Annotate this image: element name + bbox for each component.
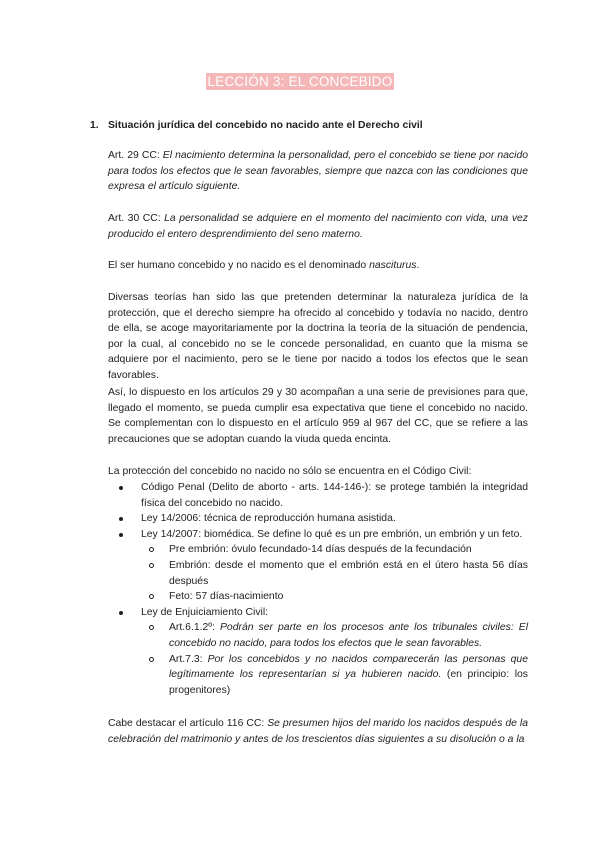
final-prefix: Cabe destacar el artículo 116 CC:	[108, 718, 268, 729]
lec-article-6-1-2	[141, 620, 528, 651]
list-item-ley-enjuiciamiento	[108, 605, 528, 699]
ley-14-2007-text: Ley 14/2007: biomédica. Se define lo qué es un pre embrión, un embrión y un feto.	[141, 528, 523, 540]
nasciturus-end: .	[416, 260, 420, 271]
art29-prefix: Art. 29 CC:	[108, 150, 163, 161]
lesson-title	[0, 74, 600, 92]
list-item-ley-14-2007	[108, 527, 528, 605]
protection-list	[108, 480, 528, 698]
list-item-ley-14-2006: Ley 14/2006: técnica de reproducción humana asistida.	[108, 511, 528, 527]
nasciturus-text: El ser humano concebido y no nacido es el denominado	[108, 260, 370, 271]
lec-article-7-3	[141, 652, 528, 699]
ley-enjuiciamiento-text: Ley de Enjuiciamiento Civil:	[141, 606, 269, 618]
art30-prefix: Art. 30 CC:	[108, 213, 165, 224]
nasciturus-paragraph	[108, 258, 528, 274]
final-paragraph	[108, 716, 528, 747]
art29-text: El nacimiento determina la personalidad, pero el concebido se tiene por nacido para todos los efectos que le sean favorables, siempre que nazca con las condiciones que expresa el artículo siguiente.	[108, 150, 528, 193]
lesson-title-text: LECCIÓN 3: EL CONCEBIDO	[207, 74, 393, 89]
diversas-paragraph: Diversas teorías han sido las que pretenden determinar la naturaleza jurídica de la protección, que el derecho siempre ha ofrecido al concebido y todavía no nacido, dentro de ella, se acoge mayoritariamente por la doctrina la teoría de la situación de pendencia, por la cual, al concebido no se le concede personalidad, en cuanto que la misma se adquiere por el nacimiento, pero se le tiene por nacido a todos los efectos que le sean favorables.	[108, 292, 528, 381]
embryo-stage-list	[141, 542, 528, 604]
stage-embrion: Embrión: desde el momento que el embrión está en el útero hasta 56 días después	[141, 558, 528, 589]
section-number: 1.	[90, 120, 99, 131]
list-item-codigo-penal: Código Penal (Delito de aborto - arts. 144-146-): se protege también la integridad física del concebido no nacido.	[108, 480, 528, 511]
stage-pre-embrion: Pre embrión: óvulo fecundado-14 días después de la fecundación	[141, 542, 528, 558]
section-heading-text: Situación jurídica del concebido no nacido ante el Derecho civil	[108, 120, 423, 131]
lec-a-prefix: Art.6.1.2º:	[169, 622, 220, 634]
lec-b-text: Por los concebidos y no nacidos comparecerán las personas que legítimamente los representarían si ya hubieren nacido.	[169, 653, 528, 681]
art30-text: La personalidad se adquiere en el momento del nacimiento con vida, una vez producido el entero desprendimiento del seno materno.	[108, 213, 528, 240]
lec-b-suffix: (en principio: los progenitores)	[169, 669, 529, 696]
proteccion-paragraph: La protección del concebido no nacido no sólo se encuentra en el Código Civil:	[108, 466, 472, 477]
lec-articles-list	[141, 620, 528, 698]
art30-paragraph	[108, 211, 528, 242]
lec-b-prefix: Art.7.3:	[169, 653, 208, 665]
art29-paragraph	[108, 148, 528, 195]
nasciturus-term: nasciturus	[369, 260, 417, 271]
final-text: Se presumen hijos del marido los nacidos después de la celebración del matrimonio y antes de los trescientos días siguientes a su disolución o a la	[108, 718, 528, 745]
lec-a-text: Podrán ser parte en los procesos ante los tribunales civiles: El concebido no nacido, para todos los efectos que le sean favorables.	[169, 622, 529, 649]
stage-feto: Feto: 57 días-nacimiento	[141, 589, 528, 605]
asi-paragraph: Así, lo dispuesto en los artículos 29 y 30 acompañan a una serie de previsiones para que, llegado el momento, se pueda cumplir esa expectativa que tiene el concebido no nacido. Se complementan con lo dispuesto en el artículo 959 al 967 del CC, que se refiere a las precauciones que se adoptan cuando la viuda queda encinta.	[108, 387, 528, 445]
section-heading	[90, 118, 530, 134]
